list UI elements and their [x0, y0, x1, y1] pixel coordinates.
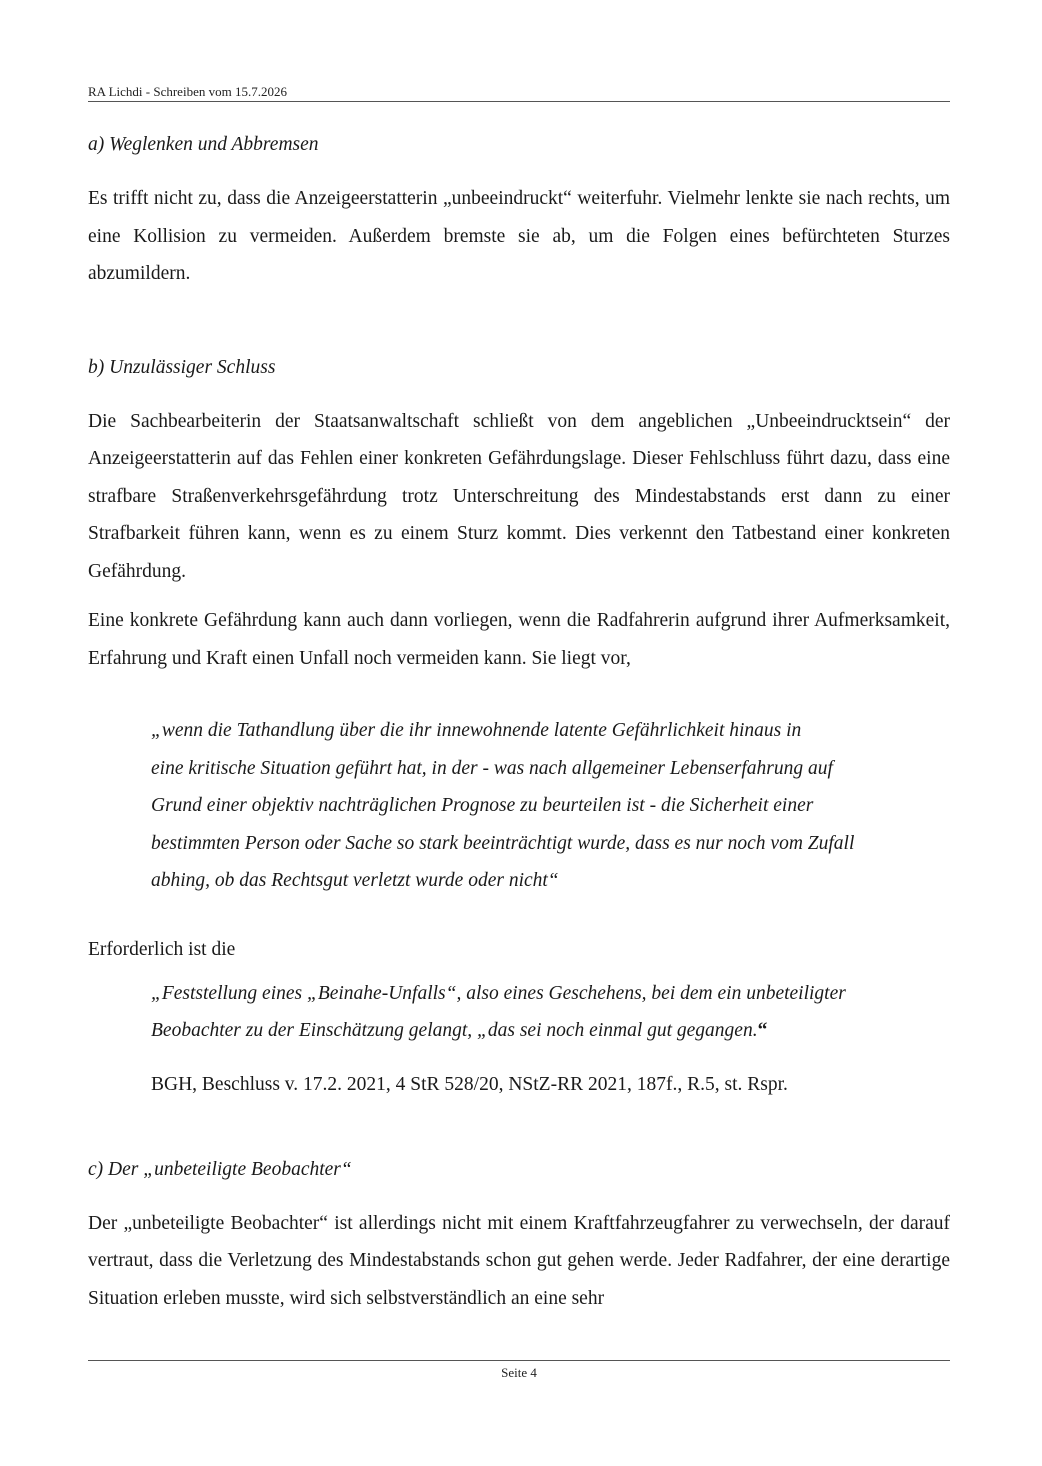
- page-number: Seite 4: [501, 1365, 537, 1380]
- quote-line: bestimmten Person oder Sache so stark beeinträchtigt wurde, dass es nur noch vom Zufall: [151, 832, 855, 854]
- block-quote-2: [151, 975, 941, 1050]
- quote-line: abhing, ob das Rechtsgut verletzt wurde oder nicht“: [151, 870, 559, 891]
- quote-line: „Feststellung eines „Beinahe-Unfalls“, also eines Geschehens, bei dem ein unbeteiligter: [151, 982, 846, 1004]
- section-b-paragraph-3: Erforderlich ist die: [88, 938, 236, 960]
- section-c-paragraph: Der „unbeteiligte Beobachter“ ist allerdings nicht mit einem Kraftfahrzeugfahrer zu verwechseln, der darauf vertraut, dass die Verletzung des Mindestabstands schon gut gehen werde. Jeder Radfahrer, der eine derartige Situation erleben musste, wird sich selbstverständlich an eine sehr: [88, 1212, 950, 1309]
- section-b-paragraph-1: Die Sachbearbeiterin der Staatsanwaltschaft schließt von dem angeblichen „Unbeeindrucktsein“ der Anzeigeerstatterin auf das Fehlen einer konkreten Gefährdungslage. Dieser Fehlschluss führt dazu, dass eine strafbare Straßenverkehrsgefährdung trotz Unterschreitung des Mindestabstands erst dann zu einer Strafbarkeit führen kann, wenn es zu einem Sturz kommt. Dies verkennt den Tatbestand einer konkreten Gefährdung.: [88, 410, 950, 582]
- header-rule: [88, 101, 950, 102]
- citation: BGH, Beschluss v. 17.2. 2021, 4 StR 528/20, NStZ-RR 2021, 187f., R.5, st. Rspr.: [151, 1073, 788, 1095]
- quote-line: eine kritische Situation geführt hat, in der - was nach allgemeiner Lebenserfahrung auf: [151, 757, 833, 779]
- section-c-heading: c) Der „unbeteiligte Beobachter“: [88, 1158, 352, 1180]
- quote-line: Grund einer objektiv nachträglichen Prognose zu beurteilen ist - die Sicherheit einer: [151, 795, 814, 816]
- closing-quote-mark: “: [757, 1020, 768, 1041]
- section-b-heading: b) Unzulässiger Schluss: [88, 356, 276, 378]
- block-quote-1: [151, 712, 941, 900]
- section-a-paragraph: Es trifft nicht zu, dass die Anzeigeerstatterin „unbeeindruckt“ weiterfuhr. Vielmehr lenkte sie nach rechts, um eine Kollision zu vermeiden. Außerdem bremste sie ab, um die Folgen eines befürchteten Sturzes abzumildern.: [88, 188, 950, 284]
- page-body: [88, 130, 950, 1317]
- quote-line: „wenn die Tathandlung über die ihr innewohnende latente Gefährlichkeit hinaus in: [151, 720, 802, 741]
- footer-rule: [88, 1360, 950, 1361]
- quote-line-text: Beobachter zu der Einschätzung gelangt, „das sei noch einmal gut gegangen.: [151, 1020, 758, 1041]
- section-a-heading: a) Weglenken und Abbremsen: [88, 134, 319, 155]
- section-b-paragraph-2: Eine konkrete Gefährdung kann auch dann vorliegen, wenn die Radfahrerin aufgrund ihrer Aufmerksamkeit, Erfahrung und Kraft einen Unfall noch vermeiden kann. Sie liegt vor,: [88, 610, 950, 669]
- quote-line: [151, 1012, 941, 1050]
- running-header: RA Lichdi - Schreiben vom 15.7.2026: [88, 84, 287, 99]
